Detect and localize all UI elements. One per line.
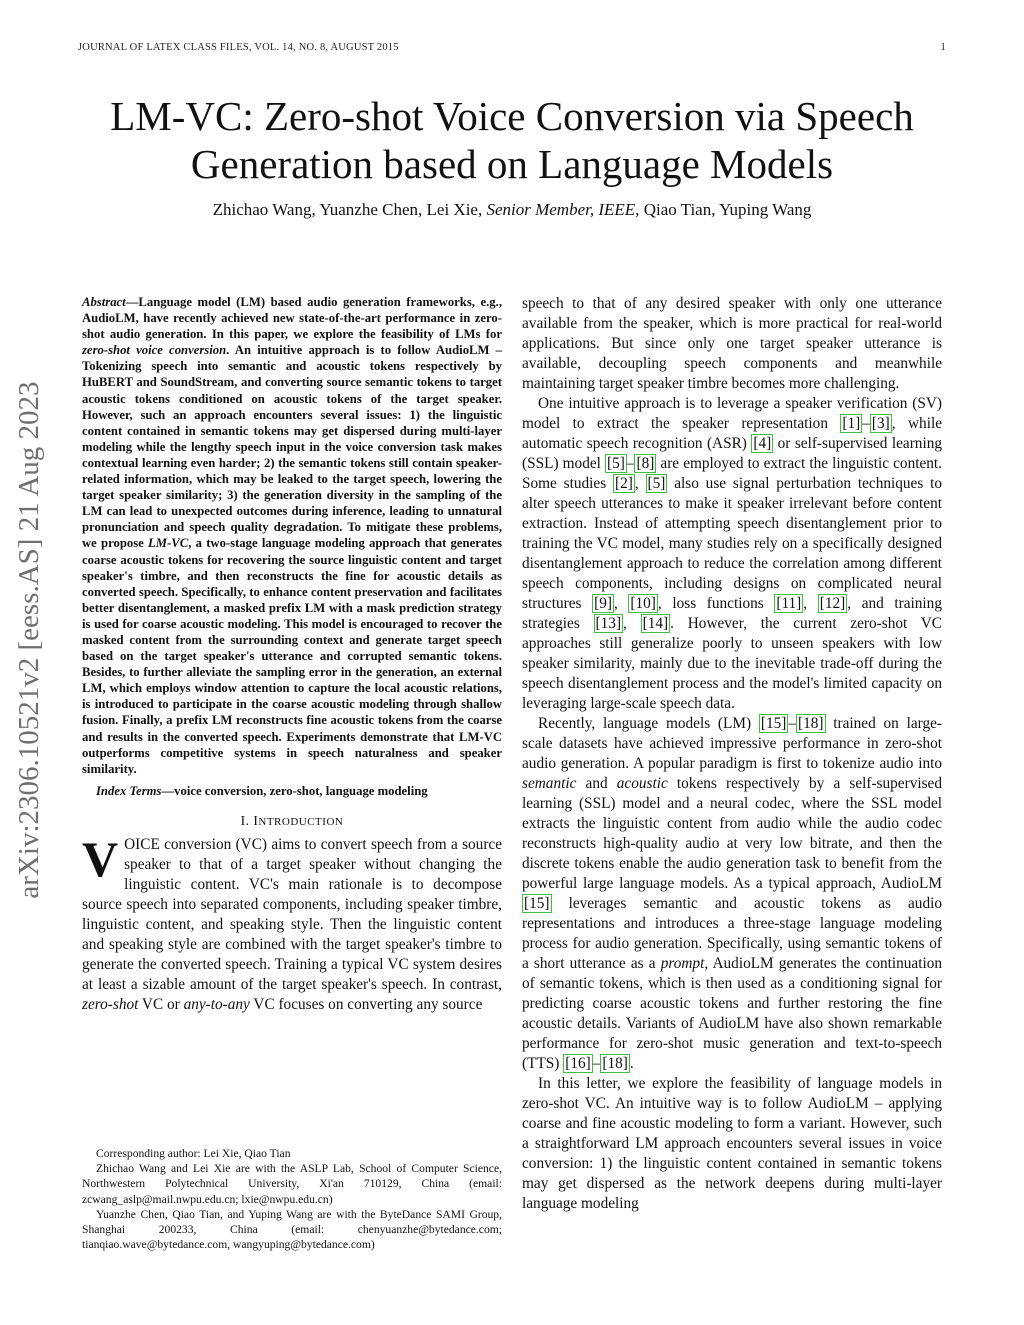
intro-text-3: VC focuses on converting any source <box>249 995 483 1013</box>
text: leverages semantic and acoustic tokens as audio representations and introduces a three-stage language modeling process for audio generation. Specifically, using semantic tokens of a short utterance as a <box>522 895 942 972</box>
text: – <box>788 715 796 732</box>
emphasis: prompt <box>660 955 705 972</box>
text: . However, the current zero-shot VC approaches still generalize poorly to unseen speakers with low speaker similarity, mainly due to the inevitable trade-off during the speech disentanglement process and the model's limited capacity on leveraging large-scale speech data. <box>522 615 942 712</box>
text: and <box>576 775 617 792</box>
text: , <box>803 595 818 612</box>
citation-link[interactable]: [10] <box>630 595 656 612</box>
intro-paragraph-1 <box>82 830 502 1015</box>
authors-part-2: Qiao Tian, Yuping Wang <box>643 200 812 219</box>
intro-text-1: OICE conversion (VC) aims to convert speech from a source speaker to that of a target speaker without changing the linguistic content. VC's main rationale is to decompose source speech into separated components, including speaker timbre, linguistic content, and speaking style. Then the linguistic content and speaking style are combined with the target speaker's timbre to generate the converted speech. Training a typical VC system desires at least a sizable amount of the target speaker's speech. In contrast, <box>82 835 502 993</box>
citation-link[interactable]: [5] <box>647 475 666 492</box>
footnotes <box>82 1146 502 1252</box>
abstract-emphasis-2: LM-VC <box>148 536 189 551</box>
paper-title: LM-VC: Zero-shot Voice Conversion via Speech Generation based on Language Models <box>110 93 914 187</box>
citation-link[interactable]: [12] <box>819 595 846 612</box>
abstract-label: Abstract <box>82 295 126 309</box>
text: trained on large-scale datasets have achieved impressive performance in zero-shot audio generation. A popular paradigm is first to tokenize audio into <box>522 715 942 772</box>
left-column <box>82 294 502 1015</box>
citation-link[interactable]: [16] <box>565 1055 591 1072</box>
citation-link[interactable]: [18] <box>602 1055 628 1072</box>
footnote-affiliation-2: Yuanzhe Chen, Qiao Tian, and Yuping Wang are with the ByteDance SAMI Group, Shanghai 200233, China (email: chenyuanzhe@bytedance.com; tianqiao.wave@bytedance.com, wangyuping@bytedance.com) <box>82 1207 502 1252</box>
text: , while automatic speech recognition (ASR) <box>522 415 942 452</box>
text: also use signal perturbation techniques to alter speech utterances to make it speaker irrelevant before content extraction. Instead of attempting speech disentanglement prior to training the VC model, many studies rely on a specifically designed disentanglement approach to reduce the correlation among different speech components, including designs on complicated neural structures <box>522 475 943 612</box>
index-terms <box>82 783 502 799</box>
introduction-body <box>82 830 502 1015</box>
citation-link[interactable]: [1] <box>842 415 861 432</box>
emphasis: semantic <box>522 775 577 792</box>
text: are employed to extract the linguistic content. Some studies <box>522 455 942 492</box>
abstract-text-1: —Language model (LM) based audio generation frameworks, e.g., AudioLM, have recently achieved new state-of-the-art performance in zero-shot audio generation. In this paper, we explore the feasibility of LMs for <box>82 295 502 342</box>
intro-text-2: VC or <box>138 995 184 1013</box>
text: , loss functions <box>657 595 775 612</box>
text: . <box>629 1055 634 1072</box>
text: Recently, language models (LM) <box>538 715 759 732</box>
citation-link[interactable]: [15] <box>760 715 787 732</box>
right-paragraph-3: In this letter, we explore the feasibility of language models in zero-shot VC. An intuitive way is to follow AudioLM – applying coarse and fine acoustic modeling to form a variant. However, such a straightforward LM approach encounters several issues in voice conversion: 1) the linguistic content contained in semantic tokens may get dispersed as the network deepens during multi-layer language modeling <box>522 1075 942 1212</box>
section-title-cap: I <box>253 812 259 828</box>
text: , <box>613 595 629 612</box>
emphasis: acoustic <box>616 775 668 792</box>
text: , AudioLM generates the continuation of semantic tokens, which is then used as a conditioning signal for predicting coarse acoustic tokens and further restoring the fine acoustic details. Variants of AudioLM have also shown remarkable performance for zero-shot music generation and text-to-speech (TTS) <box>522 955 943 1072</box>
drop-cap: V <box>82 830 119 887</box>
journal-header: JOURNAL OF LATEX CLASS FILES, VOL. 14, NO. 8, AUGUST 2015 <box>78 42 399 53</box>
author-role: Senior Member, IEEE, <box>486 200 640 219</box>
section-title-rest: NTRODUCTION <box>258 815 344 828</box>
abstract-text-2: . An intuitive approach is to follow AudioLM – Tokenizing speech into semantic and acoustic tokens respectively by HuBERT and SoundStream, and converting source semantic tokens to target acoustic tokens conditioned on acoustic tokens of the target speaker. However, such an approach encounters several issues: 1) the linguistic content contained in semantic tokens may get dispersed during multi-layer modeling while the lengthy speech input in the voice conversion task makes contextual learning even harder; 2) the semantic tokens still contain speaker-related information, which may be leaked to the target speech, lowering the target speaker similarity; 3) the generation diversity in the sampling of the LM can lead to unexpected outcomes during inference, leading to unnatural pronunciation and speech quality degradation. To mitigate these problems, we propose <box>82 343 502 551</box>
citation-link[interactable]: [18] <box>798 715 824 732</box>
intro-emphasis-2: any-to-any <box>183 995 250 1013</box>
running-header <box>78 42 946 53</box>
citation-link[interactable]: [15] <box>524 895 550 912</box>
abstract <box>82 294 502 777</box>
section-heading-introduction <box>82 813 502 829</box>
right-column <box>522 294 942 1214</box>
citation-link[interactable]: [5] <box>606 455 625 472</box>
page-number: 1 <box>940 42 946 53</box>
citation-link[interactable]: [3] <box>871 415 890 432</box>
text: or self-supervised learning (SSL) model <box>522 435 942 472</box>
text: One intuitive approach is to leverage a speaker verification (SV) model to extract the speaker representation <box>522 395 942 432</box>
authors-part-1: Zhichao Wang, Yuanzhe Chen, Lei Xie, <box>212 200 483 219</box>
footnote-corresponding: Corresponding author: Lei Xie, Qiao Tian <box>96 1147 291 1160</box>
right-paragraph-0: speech to that of any desired speaker with only one utterance available from the speaker, which is more practical for real-world applications. But since only one target speaker utterance is available, decoupling speech components and meanwhile maintaining target speaker timbre becomes more challenging. <box>522 295 942 392</box>
citation-link[interactable]: [13] <box>595 615 622 632</box>
index-terms-label: Index Terms <box>96 783 162 798</box>
abstract-text-3: , a two-stage language modeling approach that generates coarse acoustic tokens for recovering the source linguistic content and target speaker's timbre, and then reconstructs the fine for acoustic details as converted speech. Specifically, to enhance content preservation and facilitates better disentanglement, a masked prefix LM with a mask prediction strategy is used for coarse acoustic modeling. This model is encouraged to recover the masked content from the surrounding context and generate target speech based on the target speaker's utterance and corrupted semantic tokens. Besides, to further alleviate the sampling error in the generation, an external LM, which employs window attention to capture the local acoustic relations, is introduced to participate in the coarse acoustic modeling through shallow fusion. Finally, a prefix LM reconstructs fine acoustic tokens from the coarse and results in the converted speech. Experiments demonstrate that LM-VC outperforms competitive systems in speech naturalness and speaker similarity. <box>82 536 502 776</box>
citation-link[interactable]: [2] <box>615 475 633 492</box>
text: – <box>862 415 870 432</box>
text: , and training strategies <box>522 595 942 632</box>
right-paragraph-1 <box>522 394 942 714</box>
citation-link[interactable]: [9] <box>594 595 612 612</box>
footnote-affiliation-1: Zhichao Wang and Lei Xie are with the ASLP Lab, School of Computer Science, Northwestern Polytechnical University, Xi'an 710129, China (email: zcwang_aslp@mail.nwpu.edu.cn; lxie@nwpu.edu.cn) <box>82 1162 502 1206</box>
arxiv-identifier[interactable]: arXiv:2306.10521v2 [eess.AS] 21 Aug 2023 <box>13 381 45 899</box>
citation-link[interactable]: [11] <box>776 595 802 612</box>
intro-emphasis-1: zero-shot <box>82 995 139 1013</box>
citation-link[interactable]: [8] <box>636 455 655 472</box>
right-paragraph-2 <box>522 714 942 1074</box>
text: – <box>592 1055 601 1072</box>
section-numeral: I. <box>240 812 250 828</box>
text: , <box>634 475 646 492</box>
author-list <box>60 200 964 220</box>
text: – <box>626 455 635 472</box>
text: , <box>623 615 641 632</box>
citation-link[interactable]: [4] <box>753 435 772 452</box>
text: tokens respectively by a self-supervised learning (SSL) model and a neural codec, where the SSL model extracts the linguistic content from audio while the audio codec reconstructs high-quality audio at very low bitrate, and then the discrete tokens enable the audio generation task to benefit from the powerful large language models. As a typical approach, AudioLM <box>522 775 942 892</box>
abstract-emphasis-1: zero-shot voice conversion <box>82 343 227 358</box>
citation-link[interactable]: [14] <box>642 615 669 632</box>
index-terms-text: —voice conversion, zero-shot, language modeling <box>161 783 428 798</box>
